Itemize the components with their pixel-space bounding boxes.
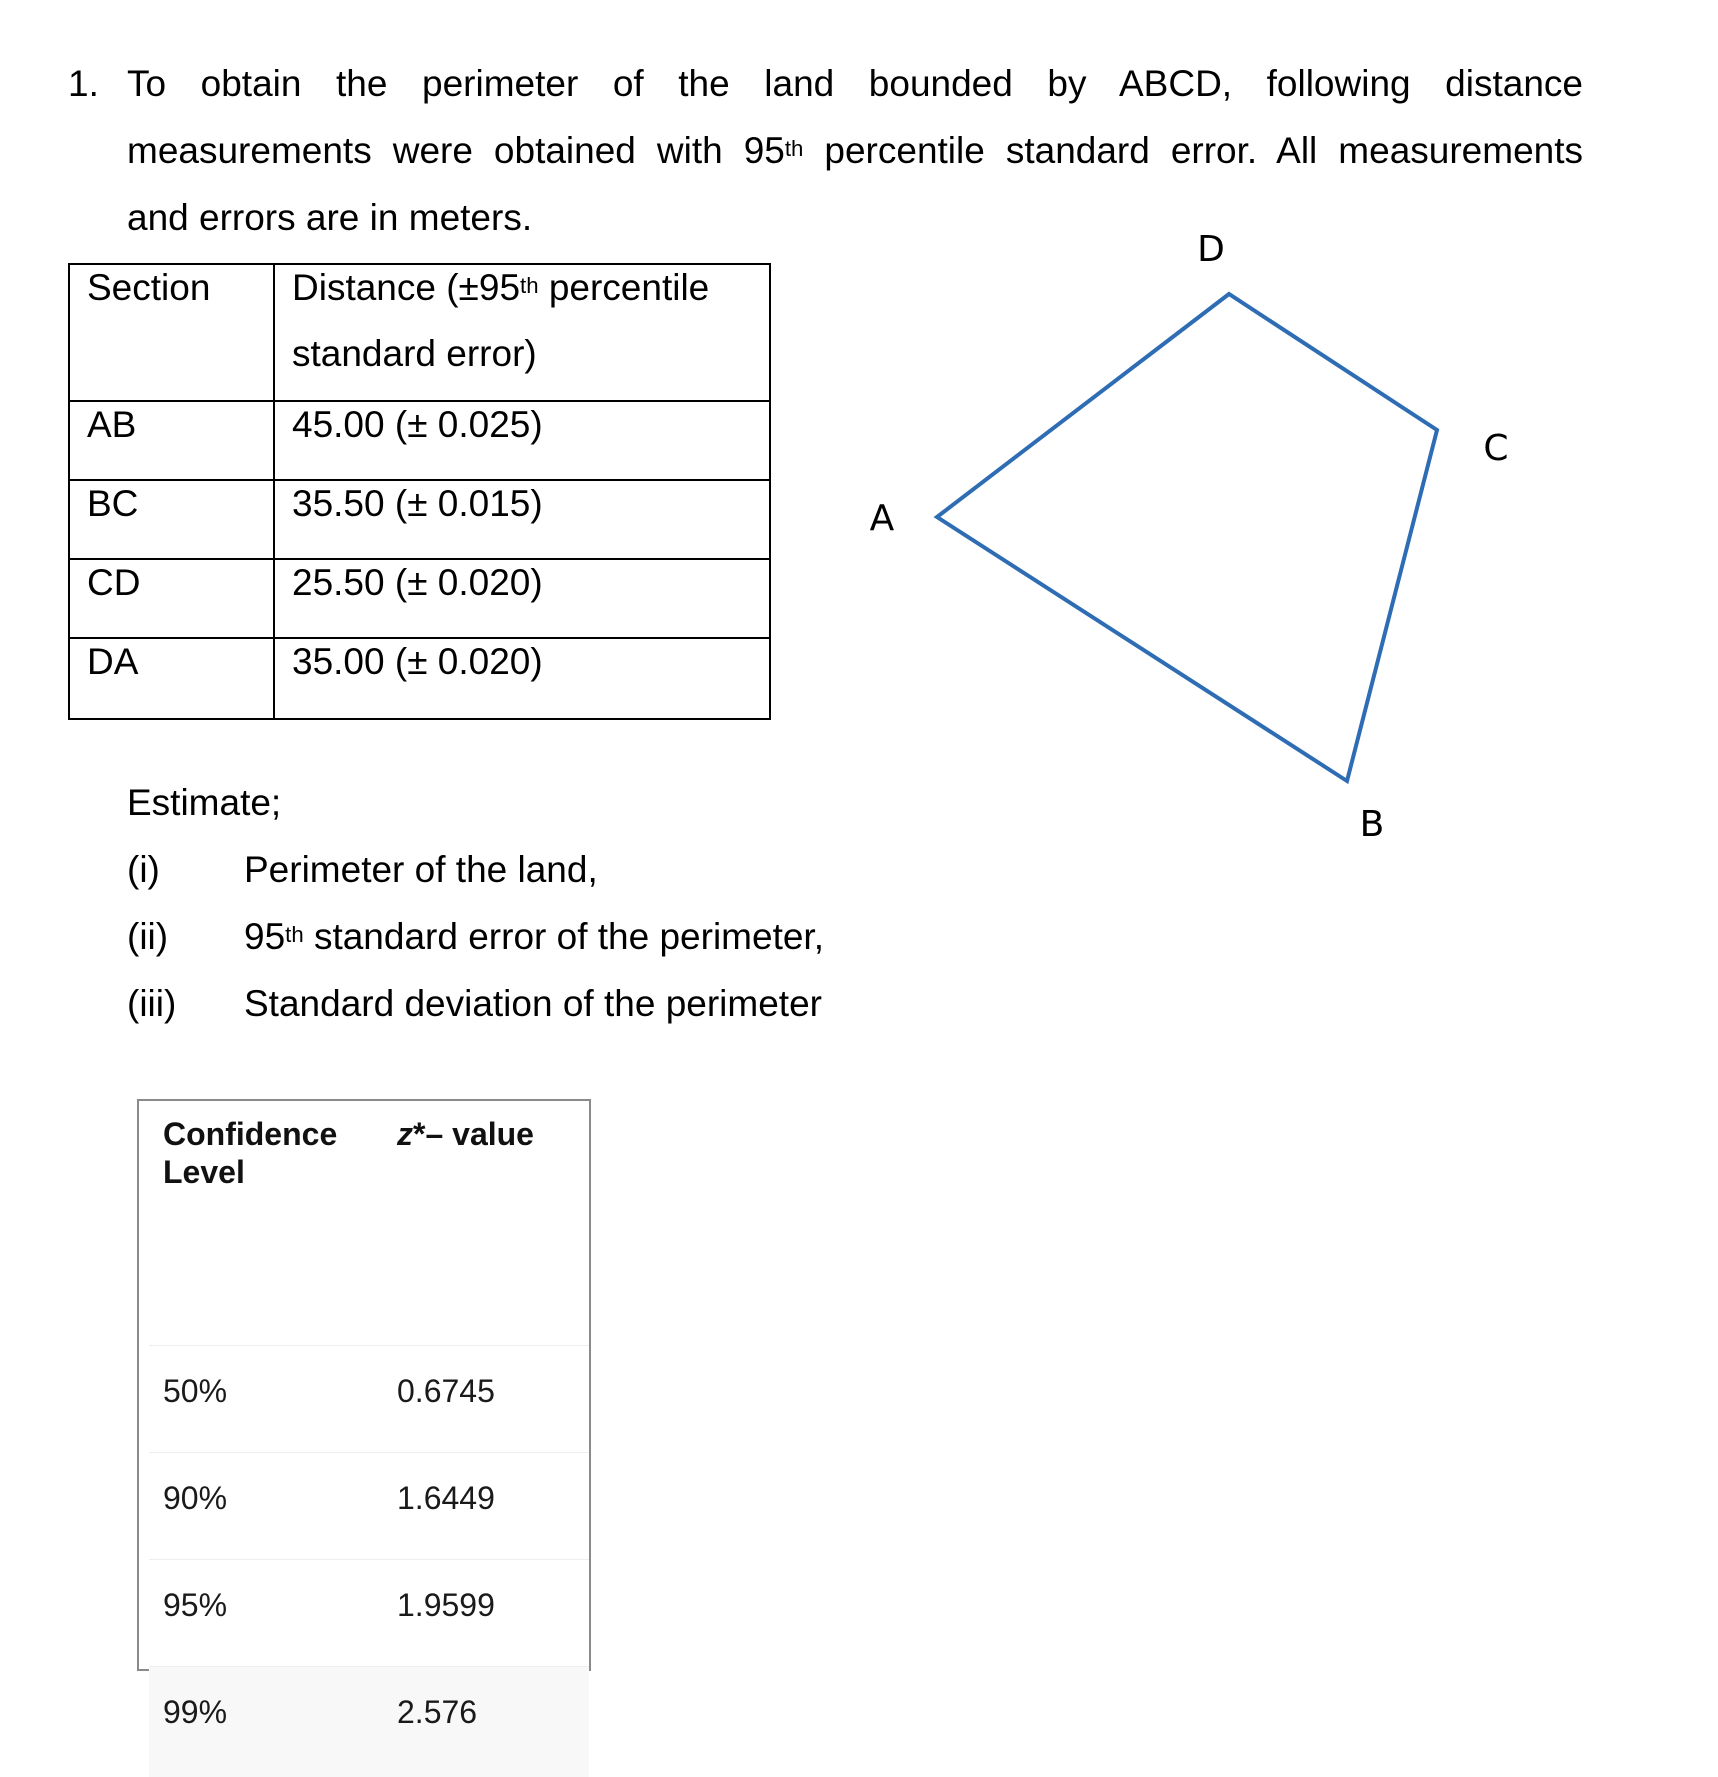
estimate-item-2 [127,915,824,959]
header-distance-line2: standard error) [292,333,537,374]
distance-cell: 35.00 (± 0.020) [274,638,770,719]
header-confidence-line2: Level [163,1154,245,1190]
vertex-label-c: C [1483,428,1509,469]
question-number: 1. [68,63,99,104]
estimate-item-text: Perimeter of the land, [244,849,598,890]
estimate-item-number: (iii) [127,983,177,1024]
z-value-cell: 2.576 [397,1694,478,1730]
vertex-label-b: B [1359,804,1385,845]
section-cell: BC [69,480,274,559]
question-line-2-before: measurements were obtained with 95 [127,130,785,171]
z-value-cell: 0.6745 [397,1373,495,1409]
z-table-row [149,1346,589,1453]
question-line-1: To obtain the perimeter of the land bounded by ABCD, following distance [127,63,1583,104]
table-row [69,638,770,719]
confidence-cell: 50% [163,1373,228,1409]
distance-cell: 45.00 (± 0.025) [274,401,770,480]
z-table-row [149,1560,589,1667]
header-z-italic: z [397,1116,413,1152]
table-row [69,559,770,638]
header-confidence [163,1115,337,1191]
header-confidence-line1: Confidence [163,1116,338,1152]
vertex-label-d: D [1197,229,1225,270]
question-line-2-sup: th [784,136,804,161]
confidence-cell: 95% [163,1587,228,1623]
table-row [69,401,770,480]
header-distance-after: percentile [538,267,710,308]
header-section: Section [69,264,274,401]
z-table-row [149,1667,589,1777]
distance-cell: 35.50 (± 0.015) [274,480,770,559]
section-cell: DA [69,638,274,719]
header-distance-before: Distance (±95 [292,267,521,308]
confidence-cell: 90% [163,1480,228,1516]
distance-table [68,263,771,720]
section-cell: CD [69,559,274,638]
distance-cell: 25.50 (± 0.020) [274,559,770,638]
estimate-item-number: (ii) [127,916,169,957]
estimate-item-text-before: 95 [244,916,286,957]
z-value-cell: 1.6449 [397,1480,495,1516]
question-line-2 [127,129,1583,173]
z-value-table [137,1099,591,1730]
z-value-cell: 1.9599 [397,1587,495,1623]
header-distance [274,264,770,401]
table-row [69,480,770,559]
estimate-item-sup: th [285,922,304,947]
estimate-label: Estimate; [127,782,282,823]
z-table-row [149,1453,589,1560]
section-cell: AB [69,401,274,480]
estimate-item-text-after: standard error of the perimeter, [303,916,824,957]
estimate-item-3 [127,982,822,1026]
vertex-label-a: A [869,498,895,539]
confidence-cell: 99% [163,1694,228,1730]
header-z-rest: *– value [413,1116,534,1152]
estimate-item-text: Standard deviation of the perimeter [244,983,822,1024]
header-distance-sup: th [520,273,539,298]
distance-table-header [69,264,770,401]
estimate-item-number: (i) [127,849,160,890]
header-z-value [397,1115,534,1153]
question-line-2-after: percentile standard error. All measurements [803,130,1583,171]
z-table-header [149,1101,589,1346]
estimate-item-1 [127,848,598,892]
quadrilateral-outline [937,294,1437,781]
question-line-3: and errors are in meters. [127,197,533,238]
